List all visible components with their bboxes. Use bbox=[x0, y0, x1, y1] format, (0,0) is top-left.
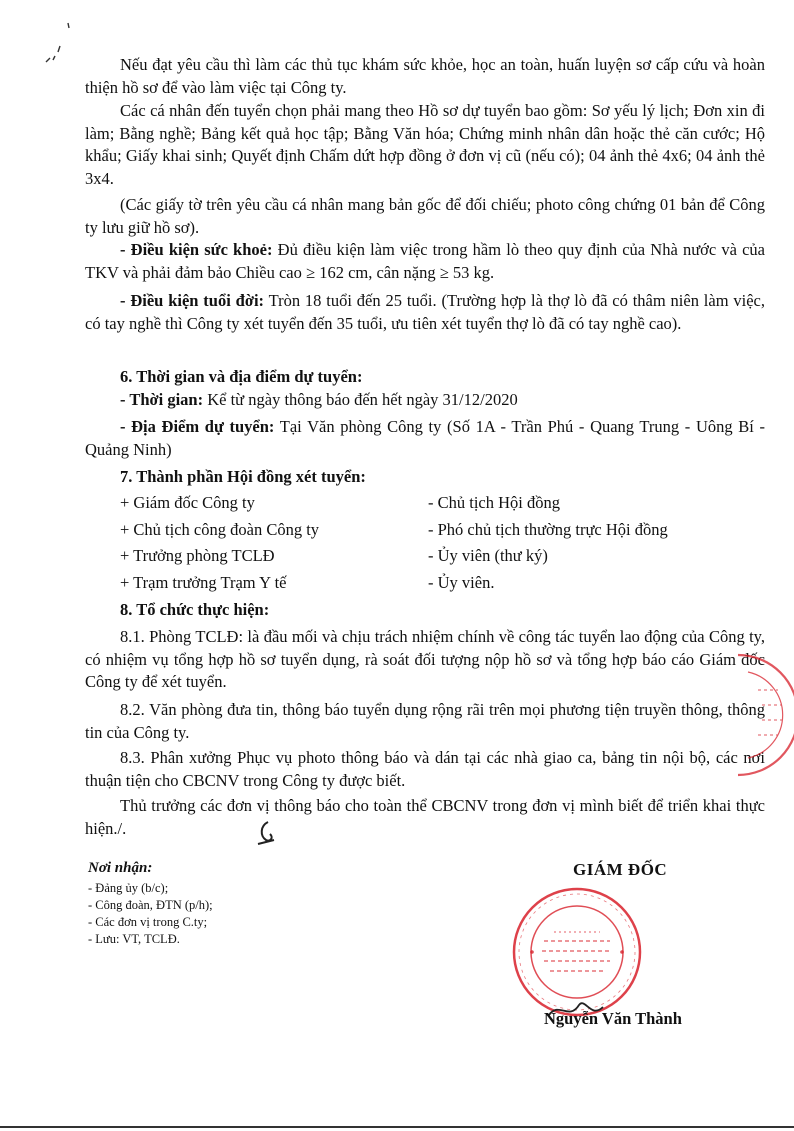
page-bottom-edge bbox=[0, 1126, 794, 1128]
council-member: + Chủ tịch công đoàn Công ty bbox=[120, 520, 320, 539]
paragraph-8-1: 8.1. Phòng TCLĐ: là đầu mối và chịu trách nhiệm chính về công tác tuyển lao động của Công ty, có nhiệm vụ tổng hợp hồ sơ tuyển dụng, rà soát đối tượng nộp hồ sơ và tổng hợp báo cáo Giám đốc Công ty để xét tuyển. bbox=[85, 627, 765, 691]
paragraph-time bbox=[85, 389, 765, 412]
time-label: - Thời gian: bbox=[120, 390, 204, 409]
paragraph-8-2: 8.2. Văn phòng đưa tin, thông báo tuyển dụng rộng rãi trên mọi phương tiện truyền thông, thông tin của Công ty. bbox=[85, 700, 765, 742]
paragraph-place bbox=[85, 416, 765, 461]
page-joining-stamp-icon bbox=[708, 650, 794, 780]
council-member: + Trưởng phòng TCLĐ bbox=[120, 546, 275, 565]
council-member: + Trạm trưởng Trạm Y tế bbox=[120, 573, 287, 592]
council-member: + Giám đốc Công ty bbox=[120, 493, 255, 512]
recipient-item: - Công đoàn, ĐTN (p/h); bbox=[88, 898, 213, 912]
section-7-heading: 7. Thành phần Hội đồng xét tuyển: bbox=[120, 467, 366, 486]
place-label: - Địa Điểm dự tuyển: bbox=[120, 417, 275, 436]
council-role: - Chủ tịch Hội đồng bbox=[428, 493, 560, 512]
health-text: Đủ điều kiện làm việc trong hầm lò theo quy định của Nhà nước và của TKV và phải đảm bảo Chiều cao ≥ 162 cm, cân nặng ≥ 53 kg. bbox=[85, 240, 765, 282]
initial-mark-icon bbox=[254, 818, 278, 848]
place-text: Tại Văn phòng Công ty (Số 1A - Trần Phú - Quang Trung - Uông Bí - Quảng Ninh) bbox=[85, 417, 765, 459]
recipient-item: - Đảng ủy (b/c); bbox=[88, 881, 169, 895]
paragraph-closing: Thủ trưởng các đơn vị thông báo cho toàn thể CBCNV trong đơn vị mình biết để triển khai thực hiện./. bbox=[85, 796, 765, 838]
director-name: Nguyễn Văn Thành bbox=[544, 1009, 682, 1028]
director-title: GIÁM ĐỐC bbox=[573, 860, 668, 879]
paragraph-8-3: 8.3. Phân xưởng Phục vụ photo thông báo và dán tại các nhà giao ca, bảng tin nội bộ, các nơi thuận tiện cho CBCNV trong Công ty được biết. bbox=[85, 748, 765, 790]
paragraph-documents: Các cá nhân đến tuyển chọn phải mang theo Hồ sơ dự tuyển bao gồm: Sơ yếu lý lịch; Đơn xin đi làm; Bằng nghề; Bảng kết quả học tập; Bằng Văn hóa; Chứng minh nhân dân hoặc thẻ căn cước; Hộ khẩu; Giấy khai sinh; Quyết định Chấm dứt hợp đồng ở đơn vị cũ (nếu có); 04 ảnh thẻ 4x6; 04 ảnh thẻ 3x4. bbox=[85, 101, 765, 188]
recipients-title: Nơi nhận: bbox=[88, 860, 153, 876]
paragraph-requirements: Nếu đạt yêu cầu thì làm các thủ tục khám sức khỏe, học an toàn, huấn luyện sơ cấp cứu và hoàn thiện hồ sơ để vào làm việc tại Công ty. bbox=[85, 55, 765, 97]
age-text: Tròn 18 tuổi đến 25 tuổi. (Trường hợp là thợ lò đã có thâm niên làm việc, có tay nghề thì Công ty xét tuyển đến 35 tuổi, ưu tiên xét tuyển thợ lò đã có tay nghề cao). bbox=[85, 291, 765, 333]
recipient-item: - Lưu: VT, TCLĐ. bbox=[88, 932, 180, 946]
time-text: Kể từ ngày thông báo đến hết ngày 31/12/2020 bbox=[203, 390, 518, 409]
ink-mark-icon bbox=[38, 18, 78, 68]
council-role: - Ủy viên. bbox=[428, 573, 495, 592]
section-8-heading: 8. Tổ chức thực hiện: bbox=[120, 600, 270, 619]
paragraph-originals: (Các giấy tờ trên yêu cầu cá nhân mang bản gốc để đối chiếu; photo công chứng 01 bản để Công ty lưu giữ hồ sơ). bbox=[85, 195, 765, 237]
health-label: - Điều kiện sức khoẻ: bbox=[120, 240, 273, 259]
paragraph-health bbox=[85, 239, 765, 284]
recipient-item: - Các đơn vị trong C.ty; bbox=[88, 915, 208, 929]
paragraph-age bbox=[85, 290, 765, 335]
age-label: - Điều kiện tuổi đời: bbox=[120, 291, 265, 310]
council-role: - Phó chủ tịch thường trực Hội đồng bbox=[428, 520, 668, 539]
section-6-heading: 6. Thời gian và địa điểm dự tuyển: bbox=[120, 367, 363, 386]
council-role: - Ủy viên (thư ký) bbox=[428, 546, 548, 565]
